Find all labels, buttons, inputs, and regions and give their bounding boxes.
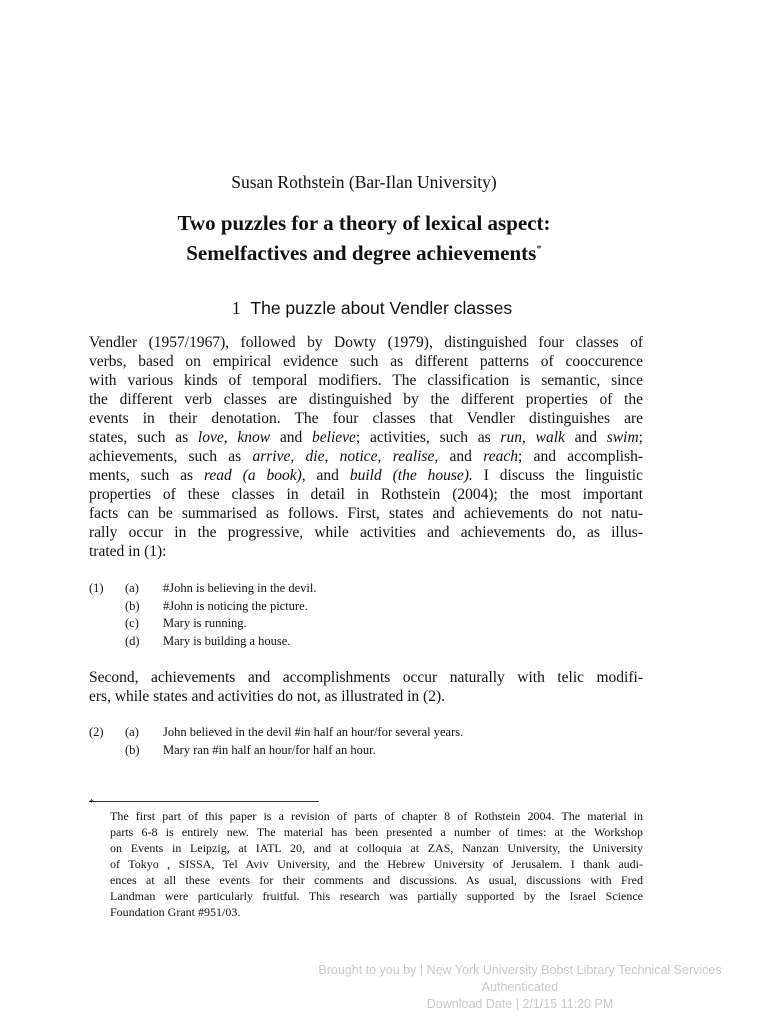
para2-line: ers, while states and activities do not, as illustrated in (2). — [89, 688, 445, 705]
example-label: (a) — [125, 725, 139, 739]
example-number: (1) — [89, 581, 104, 595]
example-label: (b) — [125, 598, 140, 613]
example-text: John believed in the devil #in half an hour/for several years. — [163, 725, 464, 739]
para1-line: rally occur in the progressive, while activities and achievements do, as illus- — [89, 524, 643, 541]
example-number: (2) — [89, 725, 104, 739]
para1-line: the different verb classes are distinguished by the different properties of the — [89, 391, 643, 408]
para1-line: events in their denotation. The four classes that Vendler distinguishes are — [89, 410, 643, 427]
para1-line: achievements, such as arrive, die, notice, realise, and reach; and accomplish- — [89, 448, 644, 465]
footnote-line: of Tokyo , SISSA, Tel Aviv University, and the Hebrew University of Jerusalem. I thank audi- — [110, 857, 643, 871]
title-footnote-mark[interactable]: * — [536, 243, 542, 255]
footnote-rule — [89, 801, 319, 802]
title-line-1: Two puzzles for a theory of lexical aspect: — [177, 211, 551, 235]
para1-line: ments, such as read (a book), and build (the house). I discuss the linguistic — [89, 467, 643, 484]
footnote-mark: * — [89, 798, 94, 809]
para1-line: verbs, based on empirical evidence such as different patterns of cooccurence — [89, 353, 643, 370]
footnote-line: parts 6-8 is entirely new. The material has been presented a number of times: at the Workshop — [110, 825, 643, 839]
example-text: Mary is running. — [163, 616, 247, 630]
watermark-download-date: Download Date | 2/1/15 11:20 PM — [426, 997, 614, 1011]
para1-line: facts can be summarised as follows. First, states and achievements do not natu- — [89, 505, 643, 522]
example-label: (a) — [125, 581, 139, 595]
para1-line: properties of these classes in detail in Rothstein (2004); the most important — [89, 486, 643, 503]
watermark-authenticated: Authenticated — [481, 980, 559, 994]
author-line: Susan Rothstein (Bar-Ilan University) — [231, 172, 497, 192]
example-label: (b) — [125, 742, 140, 757]
footnote-line: Landman were particularly fruitful. This research was partially supported by the Israel Science — [110, 889, 643, 903]
footnote-line: The first part of this paper is a revision of parts of chapter 8 of Rothstein 2004. The material in — [110, 809, 643, 823]
example-text: Mary ran #in half an hour/for half an hour. — [163, 742, 376, 757]
paragraph-2 — [89, 668, 643, 706]
example-text: #John is noticing the picture. — [163, 598, 308, 613]
watermark-provider: Brought to you by | New York University Bobst Library Technical Services — [318, 963, 722, 977]
paper-title — [0, 210, 728, 266]
para1-line: states, such as love, know and believe; activities, such as run, walk and swim; — [89, 429, 643, 446]
footnote-line: on Events in Leipzig, at IATL 20, and at colloquia at ZAS, Nanzan University, the University — [110, 841, 643, 855]
section-title: The puzzle about Vendler classes — [250, 298, 513, 318]
footnote-line: ences at all these events for their comments and discussions. As usual, discussions with Fred — [110, 873, 643, 887]
paragraph-1 — [89, 333, 643, 561]
para1-line: Vendler (1957/1967), followed by Dowty (1979), distinguished four classes of — [89, 334, 643, 351]
title-line-2: Semelfactives and degree achievements* — [186, 241, 542, 265]
section-number: 1 — [231, 298, 241, 318]
para1-line: with various kinds of temporal modifiers. The classification is semantic, since — [89, 372, 643, 389]
footnote-line: Foundation Grant #951/03. — [110, 905, 241, 919]
example-text: #John is believing in the devil. — [163, 581, 317, 595]
section-heading — [0, 298, 744, 319]
example-label: (c) — [125, 616, 139, 630]
example-label: (d) — [125, 633, 140, 648]
footnote — [110, 808, 643, 920]
example-text: Mary is building a house. — [163, 633, 291, 648]
para1-line: trated in (1): — [89, 543, 167, 560]
para2-line: Second, achievements and accomplishments occur naturally with telic modifi- — [89, 669, 643, 686]
